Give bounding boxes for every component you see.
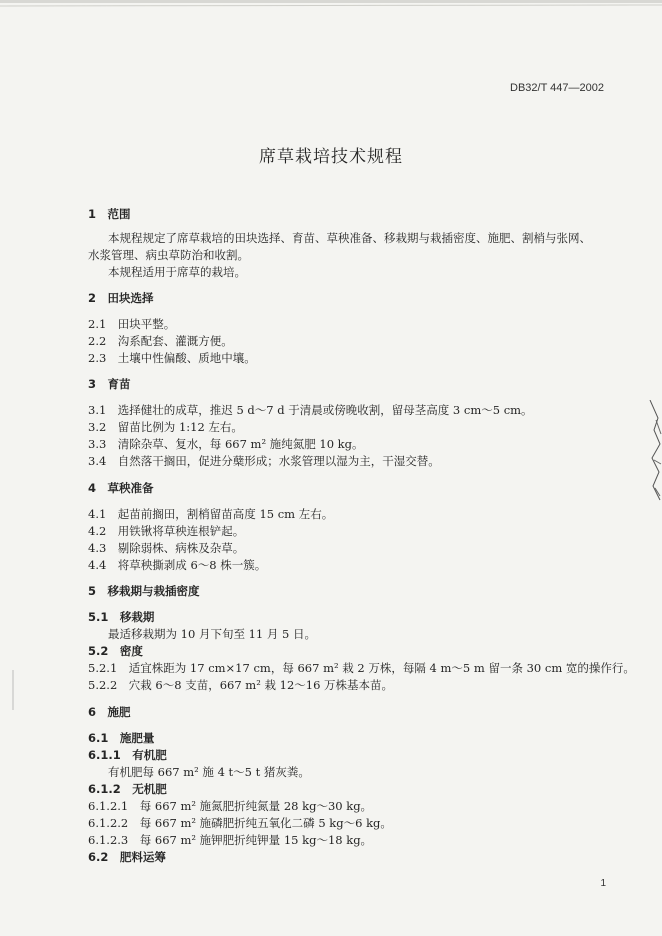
scan-top-edge: [0, 0, 662, 12]
s3-item-2: 3.2 留苗比例为 1:12 左右。: [88, 420, 243, 434]
page-title: 席草栽培技术规程: [259, 147, 403, 167]
document-code: DB32/T 447—2002: [510, 82, 604, 94]
s2-item-2: 2.2 沟系配套、灌溉方便。: [88, 334, 233, 348]
section-3-heading: 3 育苗: [88, 377, 131, 391]
s5-1-heading: 5.1 移栽期: [88, 610, 155, 624]
s6-1-2-1-item: 6.1.2.1 每 667 m² 施氮肥折纯氮量 28 kg～30 kg。: [88, 799, 373, 813]
s1-paragraph-1: 本规程规定了席草栽培的田块选择、育苗、草秧准备、移栽期与栽插密度、施肥、割梢与张网、: [108, 231, 591, 245]
s4-item-1: 4.1 起苗前搁田，割梢留苗高度 15 cm 左右。: [88, 507, 334, 521]
s4-item-3: 4.3 剔除弱株、病株及杂草。: [88, 541, 245, 555]
s3-item-3: 3.3 清除杂草、复水，每 667 m² 施纯氮肥 10 kg。: [88, 437, 364, 451]
s4-item-2: 4.2 用铁锹将草秧连根铲起。: [88, 524, 245, 538]
s6-1-1-body: 有机肥每 667 m² 施 4 t～5 t 猪灰粪。: [108, 765, 310, 779]
s6-1-2-3-item: 6.1.2.3 每 667 m² 施钾肥折纯钾量 15 kg～18 kg。: [88, 833, 373, 847]
s6-2-heading: 6.2 肥料运筹: [88, 850, 166, 864]
s6-1-2-heading: 6.1.2 无机肥: [88, 782, 167, 796]
section-6-heading: 6 施肥: [88, 705, 131, 719]
s6-1-2-2-item: 6.1.2.2 每 667 m² 施磷肥折纯五氧化二磷 5 kg～6 kg。: [88, 816, 392, 830]
s5-2-1-item: 5.2.1 适宜株距为 17 cm×17 cm，每 667 m² 栽 2 万株，每隔 4 m～5 m 留一条 30 cm 宽的操作行。: [88, 661, 635, 675]
section-4-heading: 4 草秧准备: [88, 481, 154, 495]
page-number: 1: [600, 878, 606, 889]
section-5-heading: 5 移栽期与栽插密度: [88, 584, 200, 598]
s5-1-body: 最适移栽期为 10 月下旬至 11 月 5 日。: [108, 627, 317, 641]
s5-2-2-item: 5.2.2 穴栽 6～8 支苗，667 m² 栽 12～16 万株基本苗。: [88, 678, 394, 692]
margin-mark: [10, 670, 16, 710]
s3-item-4: 3.4 自然落干搁田，促进分蘖形成；水浆管理以湿为主，干湿交替。: [88, 454, 440, 468]
s4-item-4: 4.4 将草秧撕剥成 6～8 株一簇。: [88, 558, 267, 572]
s2-item-1: 2.1 田块平整。: [88, 317, 176, 331]
s6-1-heading: 6.1 施肥量: [88, 731, 155, 745]
s5-2-heading: 5.2 密度: [88, 644, 143, 658]
s1-paragraph-2: 本规程适用于席草的栽培。: [108, 265, 246, 279]
s1-paragraph-1-cont: 水浆管理、病虫草防治和收割。: [88, 248, 249, 262]
section-2-heading: 2 田块选择: [88, 291, 154, 305]
s2-item-3: 2.3 土壤中性偏酸、质地中壤。: [88, 351, 256, 365]
scan-edge-marks: [648, 400, 662, 510]
section-1-heading: 1 范围: [88, 207, 131, 221]
s3-item-1: 3.1 选择健壮的成草，推迟 5 d～7 d 于清晨或傍晚收割，留母茎高度 3 cm～5 cm。: [88, 403, 533, 417]
s6-1-1-heading: 6.1.1 有机肥: [88, 748, 167, 762]
